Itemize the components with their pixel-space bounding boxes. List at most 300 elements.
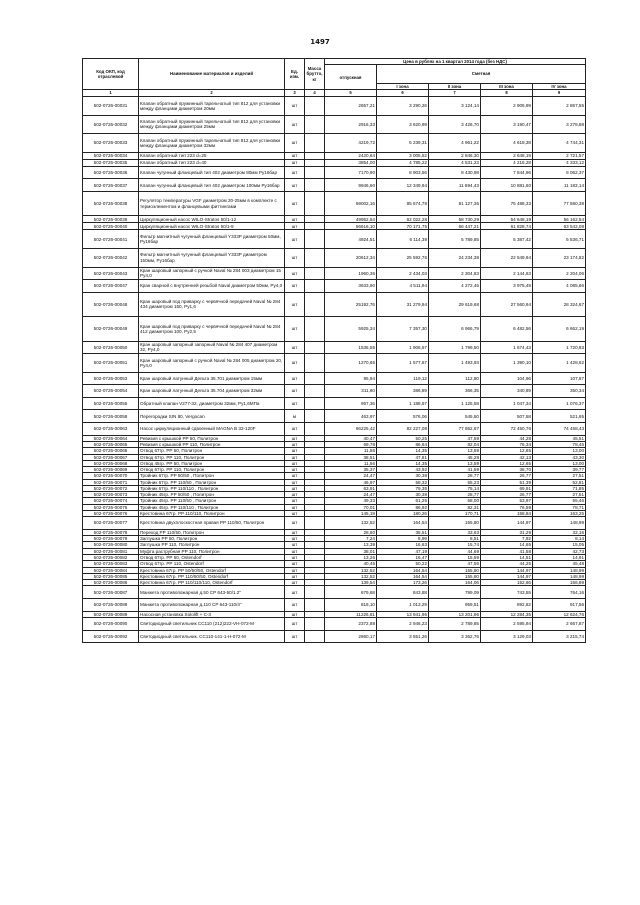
item-price-zone-1: 47,81 — [377, 454, 429, 460]
item-release-price: 7170,90 — [325, 166, 377, 179]
item-price-zone-1: 12 349,94 — [377, 179, 429, 192]
item-price-zone-3: 12,65 — [481, 460, 533, 466]
item-price-zone-1: 386,89 — [377, 385, 429, 398]
item-unit: шт — [285, 573, 305, 579]
item-unit: шт — [285, 152, 305, 159]
item-code: 502-0726-00042 — [83, 248, 139, 267]
item-price-zone-3: 14,65 — [481, 542, 533, 548]
item-price-zone-1: 50,22 — [377, 561, 429, 567]
item-release-price: 2860,17 — [325, 630, 377, 643]
item-price-zone-3: 340,89 — [481, 385, 533, 398]
item-code: 502-0726-00074 — [83, 498, 139, 504]
item-price-zone-4: 55,46 — [533, 498, 586, 504]
item-mass — [305, 248, 325, 267]
item-price-zone-2: 41,59 — [429, 467, 481, 473]
item-price-zone-1: 14,35 — [377, 448, 429, 454]
item-mass — [305, 280, 325, 293]
item-price-zone-2: 3 426,70 — [429, 115, 481, 134]
item-unit: шт — [285, 280, 305, 293]
table-row — [83, 230, 586, 249]
item-price-zone-2: 44,69 — [429, 548, 481, 554]
item-name: Тройник 45гр. PP 110/110 , Политрон — [139, 504, 285, 510]
col-number: 5 — [325, 90, 377, 97]
item-code: 502-0726-00041 — [83, 230, 139, 249]
header-zone-4: IV зона — [533, 83, 586, 89]
item-name: Крестовина 67гр. PP 50/50/50, Ostendorf — [139, 567, 285, 573]
item-unit: шт — [285, 454, 305, 460]
item-name: Кран шаровый запорный с ручкой Naval № 284 005 диаметром 20, Ру4,0 — [139, 354, 285, 373]
item-price-zone-1: 1 013,29 — [377, 599, 429, 612]
item-name: Переход PP 110/50, Политрон — [139, 529, 285, 535]
item-mass — [305, 341, 325, 354]
item-code: 502-0726-00058 — [83, 410, 139, 423]
item-price-zone-1: 2 946,23 — [377, 617, 429, 630]
table-row — [83, 372, 586, 385]
item-price-zone-1: 82 227,08 — [377, 423, 429, 436]
item-mass — [305, 191, 325, 215]
item-price-zone-4: 107,87 — [533, 372, 586, 385]
item-name: Кран шаровый латунный Дельта 35.704 диаметром 32мм — [139, 385, 285, 398]
item-code: 502-0726-00065 — [83, 441, 139, 447]
item-name: Отвод 67гр. PP 50, Политрон — [139, 448, 285, 454]
item-price-zone-1: 16,47 — [377, 555, 429, 561]
item-unit: шт — [285, 341, 305, 354]
item-price-zone-2: 47,59 — [429, 435, 481, 441]
table-row — [83, 152, 586, 159]
item-release-price: 49952,54 — [325, 216, 377, 223]
item-release-price: 95,94 — [325, 372, 377, 385]
item-price-zone-1: 30,38 — [377, 473, 429, 479]
table-row — [83, 280, 586, 293]
item-code: 502-0726-00031 — [83, 97, 139, 116]
item-release-price: 11,56 — [325, 460, 377, 466]
item-price-zone-2: 13,59 — [429, 460, 481, 466]
item-price-zone-3: 61 828,74 — [481, 223, 533, 230]
item-price-zone-2: 366,35 — [429, 385, 481, 398]
table-row — [83, 267, 586, 280]
item-unit: шт — [285, 191, 305, 215]
item-price-zone-1: 173,26 — [377, 580, 429, 586]
table-row — [83, 191, 586, 215]
item-price-zone-2: 82,31 — [429, 504, 481, 510]
item-price-zone-3: 44,25 — [481, 561, 533, 567]
item-price-zone-2: 15,74 — [429, 542, 481, 548]
item-code: 502-0726-00085 — [83, 573, 139, 579]
table-row — [83, 166, 586, 179]
table-row — [83, 599, 586, 612]
item-code: 502-0726-00048 — [83, 292, 139, 316]
item-release-price: 35,37 — [325, 467, 377, 473]
item-price-zone-2: 11 694,43 — [429, 179, 481, 192]
item-release-price: 3854,00 — [325, 159, 377, 166]
item-price-zone-4: 39,77 — [533, 467, 586, 473]
item-price-zone-3: 6 482,56 — [481, 317, 533, 341]
item-price-zone-4: 27,51 — [533, 473, 586, 479]
item-price-zone-3: 5 387,42 — [481, 230, 533, 249]
item-code: 502-0726-00090 — [83, 617, 139, 630]
item-price-zone-3: 3 190,47 — [481, 115, 533, 134]
item-code: 502-0726-00068 — [83, 460, 139, 466]
item-release-price: 46,97 — [325, 479, 377, 485]
item-code: 502-0726-00070 — [83, 473, 139, 479]
item-mass — [305, 630, 325, 643]
item-release-price: 132,52 — [325, 573, 377, 579]
item-unit: шт — [285, 230, 305, 249]
item-price-zone-3: 104,96 — [481, 372, 533, 385]
item-code: 502-0726-00067 — [83, 454, 139, 460]
item-release-price: 13,26 — [325, 555, 377, 561]
item-price-zone-2: 58 730,29 — [429, 216, 481, 223]
item-unit: шт — [285, 492, 305, 498]
col-number: 1 — [83, 90, 139, 97]
item-price-zone-2: 13 201,96 — [429, 611, 481, 617]
item-release-price: 132,52 — [325, 517, 377, 530]
item-release-price: 4924,51 — [325, 230, 377, 249]
item-unit: шт — [285, 115, 305, 134]
item-name: Отвод 67гр. PP 110, Политрон — [139, 467, 285, 473]
item-code: 502-0726-00079 — [83, 536, 139, 542]
item-price-zone-1: 180,26 — [377, 511, 429, 517]
item-release-price: 20612,34 — [325, 248, 377, 267]
item-price-zone-4: 77 580,38 — [533, 191, 586, 215]
item-price-zone-4: 4 333,12 — [533, 159, 586, 166]
item-code: 502-0726-00039 — [83, 216, 139, 223]
item-name: Ревизия с крышкой PP 110, Политрон — [139, 441, 285, 447]
item-price-zone-2: 47,56 — [429, 561, 481, 567]
item-mass — [305, 372, 325, 385]
item-price-zone-3: 12,65 — [481, 448, 533, 454]
table-row — [83, 341, 586, 354]
item-price-zone-4: 1 076,37 — [533, 397, 586, 410]
item-unit: шт — [285, 630, 305, 643]
item-price-zone-1: 4 511,94 — [377, 280, 429, 293]
item-price-zone-3: 31,29 — [481, 529, 533, 535]
item-unit: шт — [285, 435, 305, 441]
item-name: Отвод 67гр. PP 110, Политрон — [139, 454, 285, 460]
table-row — [83, 159, 586, 166]
item-price-zone-1: 3 551,26 — [377, 630, 429, 643]
item-mass — [305, 423, 325, 436]
item-price-zone-4: 148,99 — [533, 567, 586, 573]
item-name: Клапан обратный пружинный тарельчатый тип 812 для установки между фланцами диаметром 20мм — [139, 97, 285, 116]
item-release-price: 11226,81 — [325, 611, 377, 617]
table-row — [83, 423, 586, 436]
header-release: отпускная — [325, 65, 377, 90]
item-release-price: 24,47 — [325, 473, 377, 479]
header-code: Код ОКП, код отраслевой — [83, 59, 139, 90]
item-name: Крестовина двухплоскостная правая PP 110/50, Политрон — [139, 517, 285, 530]
item-price-zone-2: 77 862,67 — [429, 423, 481, 436]
item-code: 502-0726-00033 — [83, 134, 139, 153]
item-price-zone-2: 1 125,58 — [429, 397, 481, 410]
item-price-zone-4: 8,14 — [533, 536, 586, 542]
table-row — [83, 410, 586, 423]
item-release-price: 40,45 — [325, 561, 377, 567]
item-mass — [305, 599, 325, 612]
item-mass — [305, 152, 325, 159]
item-price-zone-3: 54 648,19 — [481, 216, 533, 223]
item-price-zone-4: 52,81 — [533, 479, 586, 485]
item-price-zone-3: 2 648,19 — [481, 152, 533, 159]
item-release-price: 1535,55 — [325, 341, 377, 354]
table-row — [83, 223, 586, 230]
item-code: 502-0726-00089 — [83, 611, 139, 617]
item-release-price: 145,19 — [325, 511, 377, 517]
item-price-zone-3: 3 129,03 — [481, 630, 533, 643]
table-row — [83, 317, 586, 341]
item-price-zone-1: 62 022,28 — [377, 216, 429, 223]
item-price-zone-2: 81 127,36 — [429, 191, 481, 215]
item-release-price: 2420,64 — [325, 152, 377, 159]
item-release-price: 11,56 — [325, 448, 377, 454]
col-number: 7 — [429, 90, 481, 97]
item-price-zone-4: 1 428,62 — [533, 354, 586, 373]
item-name: Заглушка PP 50, Политрон — [139, 536, 285, 542]
item-release-price: 70,01 — [325, 504, 377, 510]
item-code: 502-0726-00063 — [83, 423, 139, 436]
item-code: 502-0726-00088 — [83, 599, 139, 612]
item-code: 502-0726-00072 — [83, 485, 139, 491]
item-unit: шт — [285, 479, 305, 485]
item-price-zone-2: 55,23 — [429, 479, 481, 485]
item-price-zone-3: 75 488,33 — [481, 191, 533, 215]
item-price-zone-1: 164,54 — [377, 517, 429, 530]
item-price-zone-3: 44,28 — [481, 435, 533, 441]
item-mass — [305, 166, 325, 179]
item-price-zone-2: 6 966,79 — [429, 317, 481, 341]
item-release-price: 4219,72 — [325, 134, 377, 153]
col-number: 4 — [305, 90, 325, 97]
item-release-price: 63,91 — [325, 485, 377, 491]
item-price-zone-2: 959,51 — [429, 599, 481, 612]
item-code: 502-0726-00032 — [83, 115, 139, 134]
item-release-price: 24,47 — [325, 492, 377, 498]
table-row — [83, 292, 586, 316]
item-name: Фильтр магнитный чугунный фланцевый Y333P диаметром 150мм, Ру16бар — [139, 248, 285, 267]
item-price-zone-3: 76,34 — [481, 441, 533, 447]
table-row — [83, 397, 586, 410]
item-code: 502-0726-00076 — [83, 511, 139, 517]
item-price-zone-4: 521,65 — [533, 410, 586, 423]
item-name: Муфта раструбная PP 110, Политрон — [139, 548, 285, 554]
item-mass — [305, 179, 325, 192]
item-price-zone-2: 82,04 — [429, 441, 481, 447]
item-code: 502-0726-00087 — [83, 586, 139, 599]
item-price-zone-3: 41,58 — [481, 548, 533, 554]
item-price-zone-1: 47,19 — [377, 548, 429, 554]
item-name: Крестовина 67гр. PP 110/110/110, Ostendorf — [139, 580, 285, 586]
table-row — [83, 354, 586, 373]
item-name: Перегородки SIN 80, Vergocan — [139, 410, 285, 423]
item-price-zone-1: 16,63 — [377, 542, 429, 548]
item-price-zone-3: 144,97 — [481, 573, 533, 579]
item-code: 502-0726-00083 — [83, 561, 139, 567]
item-code: 502-0726-00038 — [83, 191, 139, 215]
item-unit: шт — [285, 485, 305, 491]
item-code: 502-0726-00054 — [83, 385, 139, 398]
item-price-zone-1: 6 114,39 — [377, 230, 429, 249]
item-unit: шт — [285, 441, 305, 447]
table-row — [83, 517, 586, 530]
item-price-zone-3: 51,39 — [481, 479, 533, 485]
item-price-zone-3: 12 284,35 — [481, 611, 533, 617]
item-unit: шт — [285, 504, 305, 510]
page-number: 1497 — [310, 38, 330, 46]
item-price-zone-3: 10 881,60 — [481, 179, 533, 192]
item-unit: шт — [285, 555, 305, 561]
item-price-zone-4: 4 744,31 — [533, 134, 586, 153]
item-name: Манжета противопожарная д.50 CP 643-50/1.2" — [139, 586, 285, 599]
item-name: Циркуляционный насос WILO-Stratos 50/1-12 — [139, 216, 285, 223]
item-price-zone-2: 3 124,14 — [429, 97, 481, 116]
item-price-zone-2: 4 272,45 — [429, 280, 481, 293]
item-price-zone-3: 38,70 — [481, 467, 533, 473]
item-code: 502-0726-00071 — [83, 479, 139, 485]
item-price-zone-1: 86,64 — [377, 441, 429, 447]
item-name: Тройник 67гр. PP 110/110 , Политрон — [139, 485, 285, 491]
table-row — [83, 617, 586, 630]
item-name: Обратный клапан V277-32, диаметром 32мм, Ру1,6МПа — [139, 397, 285, 410]
item-release-price: 463,97 — [325, 410, 377, 423]
item-price-zone-4: 917,56 — [533, 599, 586, 612]
item-release-price: 38,01 — [325, 548, 377, 554]
item-price-zone-4: 4 085,66 — [533, 280, 586, 293]
item-name: Кран шаровый латунный Дельта 35.701 диаметром 15мм — [139, 372, 285, 385]
item-mass — [305, 317, 325, 341]
item-code: 502-0726-00092 — [83, 630, 139, 643]
header-mass: Масса брутто, кг — [305, 59, 325, 90]
item-mass — [305, 354, 325, 373]
table-row — [83, 630, 586, 643]
item-release-price: 2372,88 — [325, 617, 377, 630]
item-name: Кран шаровый под приварку с червячной передачей Naval № 284 412 диаметром 100, Ру2,5 — [139, 317, 285, 341]
item-unit: шт — [285, 561, 305, 567]
item-release-price: 5925,34 — [325, 317, 377, 341]
item-price-zone-2: 8 430,98 — [429, 166, 481, 179]
item-release-price: 7,24 — [325, 536, 377, 542]
header-zone-1: I зона — [377, 83, 429, 89]
item-price-zone-2: 28,77 — [429, 473, 481, 479]
item-price-zone-3: 2 595,94 — [481, 617, 533, 630]
item-price-zone-3: 1 674,43 — [481, 341, 533, 354]
item-name: Отвод 67гр. PP 50, Ostendorf — [139, 555, 285, 561]
item-price-zone-3: 144,97 — [481, 567, 533, 573]
item-code: 502-0726-00082 — [83, 555, 139, 561]
item-code: 502-0726-00043 — [83, 267, 139, 280]
item-price-zone-1: 30,38 — [377, 492, 429, 498]
item-price-zone-3: 14,51 — [481, 555, 533, 561]
item-price-zone-1: 43,92 — [377, 467, 429, 473]
item-unit: шт — [285, 159, 305, 166]
table-row — [83, 97, 586, 116]
item-price-zone-2: 155,80 — [429, 567, 481, 573]
item-price-zone-1: 7 357,30 — [377, 317, 429, 341]
item-price-zone-2: 58,00 — [429, 498, 481, 504]
header-estimate: Сметная — [377, 65, 586, 84]
item-name: Регулятор температуры VGF диаметром 20-25мм в комплекте с термоэлементом и фланцевыми фиттингами — [139, 191, 285, 215]
item-price-zone-1: 5 239,31 — [377, 134, 429, 153]
item-name: Кран сварной с внутренней резьбой Naval диаметром 50мм, Ру4,0 — [139, 280, 285, 293]
item-unit: шт — [285, 223, 305, 230]
item-price-zone-4: 3 215,74 — [533, 630, 586, 643]
item-mass — [305, 97, 325, 116]
item-release-price: 1960,36 — [325, 267, 377, 280]
item-name: Тройник 45гр. PP 110/50 , Политрон — [139, 498, 285, 504]
item-unit: шт — [285, 423, 305, 436]
item-price-zone-1: 3 620,99 — [377, 115, 429, 134]
table-row — [83, 248, 586, 267]
item-price-zone-4: 56 162,54 — [533, 216, 586, 223]
item-unit: шт — [285, 567, 305, 573]
item-release-price: 957,36 — [325, 397, 377, 410]
item-price-zone-2: 170,71 — [429, 511, 481, 517]
item-name: Фильтр магнитный чугунный фланцевый Y333P диаметром 50мм, Ру16бар — [139, 230, 285, 249]
item-name: Клапан обратный пружинный тарельчатый тип 812 для установки между фланцами диаметром 32мм — [139, 134, 285, 153]
item-price-zone-3: 2 906,99 — [481, 97, 533, 116]
item-price-zone-2: 164,06 — [429, 580, 481, 586]
item-price-zone-3: 72 450,76 — [481, 423, 533, 436]
col-number: 9 — [533, 90, 586, 97]
item-price-zone-4: 78,71 — [533, 504, 586, 510]
item-code: 502-0726-00037 — [83, 179, 139, 192]
item-price-zone-1: 4 785,22 — [377, 159, 429, 166]
item-release-price: 49,33 — [325, 498, 377, 504]
item-price-zone-2: 8,51 — [429, 536, 481, 542]
item-price-zone-3: 26,77 — [481, 473, 533, 479]
item-price-zone-2: 29 619,68 — [429, 292, 481, 316]
item-price-zone-4: 74 458,43 — [533, 423, 586, 436]
item-unit: шт — [285, 611, 305, 617]
item-code: 502-0726-00047 — [83, 280, 139, 293]
item-code: 502-0726-00049 — [83, 317, 139, 341]
item-price-zone-2: 28,77 — [429, 492, 481, 498]
item-price-zone-1: 61,25 — [377, 498, 429, 504]
item-unit: шт — [285, 498, 305, 504]
item-release-price: 9946,60 — [325, 179, 377, 192]
item-name: Тройник 67гр. PP 50/50 , Политрон — [139, 473, 285, 479]
item-release-price: 132,52 — [325, 567, 377, 573]
item-price-zone-4: 6 662,19 — [533, 317, 586, 341]
item-price-zone-1: 164,54 — [377, 573, 429, 579]
item-price-zone-4: 28 324,67 — [533, 292, 586, 316]
item-price-zone-2: 45,28 — [429, 454, 481, 460]
item-price-zone-4: 32,16 — [533, 529, 586, 535]
item-code: 502-0726-00036 — [83, 166, 139, 179]
item-unit: шт — [285, 372, 305, 385]
item-unit: шт — [285, 179, 305, 192]
item-price-zone-3: 1 390,10 — [481, 354, 533, 373]
item-name: Насосная установка Sololift + C-3 — [139, 611, 285, 617]
item-price-zone-3: 507,58 — [481, 410, 533, 423]
item-price-zone-1: 13 941,96 — [377, 611, 429, 617]
item-name: Крестовина 67гр. PP 110/50/50, Ostendorf — [139, 573, 285, 579]
item-price-zone-2: 2 789,85 — [429, 617, 481, 630]
item-release-price: 311,60 — [325, 385, 377, 398]
item-price-zone-2: 24 234,38 — [429, 248, 481, 267]
item-price-zone-4: 78,45 — [533, 441, 586, 447]
item-price-zone-2: 112,80 — [429, 372, 481, 385]
item-name: Клапан обратный тип 223 d=40 — [139, 159, 285, 166]
item-release-price: 13,39 — [325, 542, 377, 548]
item-name: Клапан чугунный фланцевый тип 402 диаметром 100мм Ру16бар — [139, 179, 285, 192]
item-release-price: 139,54 — [325, 580, 377, 586]
item-name: Насос циркуляционный сдвоенный MAGNA В 32-120F — [139, 423, 285, 436]
item-name: Светодиодный светильник СС110 (212)222-VH-072-M — [139, 617, 285, 630]
item-unit: шт — [285, 542, 305, 548]
item-price-zone-1: 119,12 — [377, 372, 429, 385]
item-price-zone-4: 45,51 — [533, 435, 586, 441]
item-price-zone-2: 66 447,21 — [429, 223, 481, 230]
